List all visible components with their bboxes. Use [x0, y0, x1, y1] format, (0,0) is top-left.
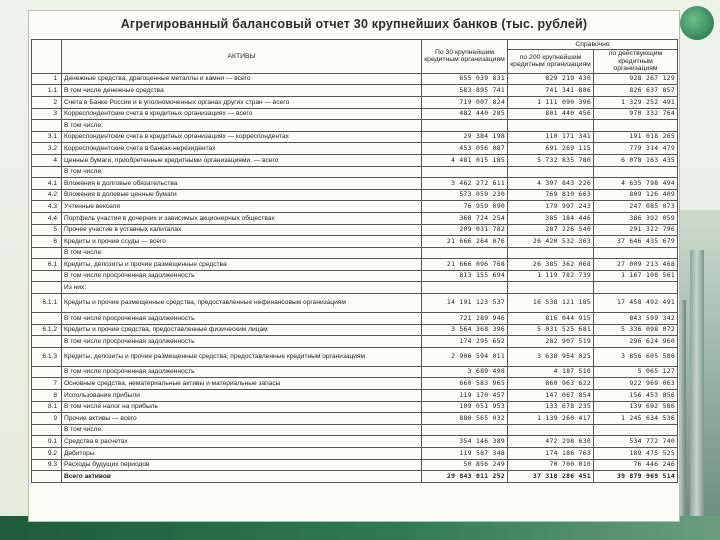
row-number: 6.1.2 [32, 324, 62, 336]
table-row [32, 96, 678, 108]
value-top30: 813 155 694 [422, 270, 508, 282]
value-top200: 133 678 235 [508, 401, 594, 413]
value-active: 17 458 492 491 [594, 294, 678, 313]
header-number [32, 40, 62, 74]
row-number: 9.2 [32, 448, 62, 460]
row-number: 6.1 [32, 259, 62, 271]
value-top30: 209 031 782 [422, 224, 508, 236]
value-active: 4 635 798 494 [594, 178, 678, 190]
table-row [32, 189, 678, 201]
value-top200: 385 184 446 [508, 212, 594, 224]
value-top200: 3 638 954 025 [508, 347, 594, 366]
value-top30 [422, 282, 508, 294]
row-number: 5 [32, 224, 62, 236]
value-top30: 3 689 498 [422, 366, 508, 378]
value-active: 247 085 073 [594, 201, 678, 213]
value-top200 [508, 247, 594, 259]
value-top200: 829 219 430 [508, 73, 594, 85]
value-active: 139 692 586 [594, 401, 678, 413]
row-label: Кредиты и прочие размещенные средства, предоставленные нефинансовым организациям [62, 294, 422, 313]
value-top200: 1 111 090 396 [508, 96, 594, 108]
row-number: 6.1.1 [32, 294, 62, 313]
row-number [32, 471, 62, 483]
row-number: 4.1 [32, 178, 62, 190]
value-top30: 3 462 272 611 [422, 178, 508, 190]
row-label: Средства в расчетах [62, 436, 422, 448]
table-row [32, 178, 678, 190]
table-header-row [32, 40, 678, 50]
row-number: 8 [32, 390, 62, 402]
row-label: Расходы будущих периодов [62, 459, 422, 471]
value-active: 928 267 129 [594, 73, 678, 85]
row-number [32, 313, 62, 325]
table-row [32, 120, 678, 132]
page-title: Агрегированный балансовый отчет 30 крупнейших банков (тыс. рублей) [120, 17, 588, 31]
value-active: 826 637 857 [594, 85, 678, 97]
row-label: В том числе налог на прибыль [62, 401, 422, 413]
row-number [32, 424, 62, 436]
value-top200: 801 440 456 [508, 108, 594, 120]
value-active: 3 856 605 580 [594, 347, 678, 366]
row-number: 4.3 [32, 201, 62, 213]
value-active: 189 475 525 [594, 448, 678, 460]
value-top200: 5 732 835 780 [508, 154, 594, 166]
value-top200: 472 298 630 [508, 436, 594, 448]
table-row [32, 212, 678, 224]
table-row [32, 294, 678, 313]
row-number: 1 [32, 73, 62, 85]
table-row [32, 459, 678, 471]
row-label: Кредиты и прочие ссуды — всего [62, 236, 422, 248]
row-number: 9.1 [32, 436, 62, 448]
value-top30: 29 384 198 [422, 131, 508, 143]
value-top30: 453 056 087 [422, 143, 508, 155]
value-top200: 691 269 115 [508, 143, 594, 155]
table-row [32, 108, 678, 120]
table-row [32, 336, 678, 348]
value-top200: 174 186 763 [508, 448, 594, 460]
value-active [594, 120, 678, 132]
value-active [594, 424, 678, 436]
row-number: 9.3 [32, 459, 62, 471]
value-active [594, 247, 678, 259]
table-row [32, 166, 678, 178]
row-label: Вложения в долговые обязательства [62, 178, 422, 190]
row-label: Дебиторы [62, 448, 422, 460]
table-row [32, 224, 678, 236]
table-row [32, 448, 678, 460]
row-label: Кредиты, депозиты и прочие размещенные средства [62, 259, 422, 271]
value-top30: 2 906 594 011 [422, 347, 508, 366]
row-number: 8.1 [32, 401, 62, 413]
value-active: 291 322 796 [594, 224, 678, 236]
value-active: 37 646 435 679 [594, 236, 678, 248]
value-active: 27 009 213 468 [594, 259, 678, 271]
row-label: В том числе: [62, 120, 422, 132]
value-top30 [422, 424, 508, 436]
header-top30: По 30 крупнейшим кредитным организациям [422, 40, 508, 74]
value-active: 191 018 265 [594, 131, 678, 143]
row-label: Ценные бумаги, приобретенные кредитными организациями, — всего [62, 154, 422, 166]
value-top30: 655 039 831 [422, 73, 508, 85]
row-number: 3.1 [32, 131, 62, 143]
value-active [594, 282, 678, 294]
row-label: Кредиты и прочие средства, предоставленные физическим лицам [62, 324, 422, 336]
row-number [32, 336, 62, 348]
value-top200: 282 907 519 [508, 336, 594, 348]
value-top200: 5 031 525 681 [508, 324, 594, 336]
row-number: 3.2 [32, 143, 62, 155]
value-top30: 76 959 090 [422, 201, 508, 213]
row-number [32, 366, 62, 378]
row-label: В том числе денежные средства [62, 85, 422, 97]
row-label: Корреспондентские счета в кредитных организациях — всего [62, 108, 422, 120]
value-active: 1 245 634 536 [594, 413, 678, 425]
row-number [32, 270, 62, 282]
value-top30: 3 564 368 396 [422, 324, 508, 336]
row-label: В том числе просроченная задолженность [62, 313, 422, 325]
value-active: 1 167 108 561 [594, 270, 678, 282]
table-row [32, 282, 678, 294]
table-row [32, 401, 678, 413]
table-row [32, 378, 678, 390]
value-active: 76 446 246 [594, 459, 678, 471]
value-top200: 110 171 341 [508, 131, 594, 143]
row-label: В том числе просроченная задолженность [62, 270, 422, 282]
value-active: 39 879 969 514 [594, 471, 678, 483]
table-row [32, 471, 678, 483]
value-top200: 860 963 622 [508, 378, 594, 390]
value-top200 [508, 166, 594, 178]
table-body [32, 73, 678, 482]
value-top30: 50 856 249 [422, 459, 508, 471]
row-number: 4.2 [32, 189, 62, 201]
row-label: Основные средства, нематериальные активы и материальные запасы [62, 378, 422, 390]
row-label: Использование прибыли [62, 390, 422, 402]
value-top30: 119 170 457 [422, 390, 508, 402]
row-number [32, 166, 62, 178]
row-label: В том числе: [62, 166, 422, 178]
table-row [32, 390, 678, 402]
value-active: 156 453 856 [594, 390, 678, 402]
row-label: Всего активов [62, 471, 422, 483]
value-active: 1 329 252 491 [594, 96, 678, 108]
balance-table [31, 39, 678, 483]
table-row [32, 424, 678, 436]
header-reference: Справочно [508, 40, 678, 50]
value-top200: 26 420 532 363 [508, 236, 594, 248]
row-label: Кредиты, депозиты и прочие размещенные средства, предоставленные кредитным организациям [62, 347, 422, 366]
value-active: 970 332 764 [594, 108, 678, 120]
table-row [32, 131, 678, 143]
value-top30: 21 666 264 076 [422, 236, 508, 248]
table-row [32, 270, 678, 282]
row-label: Вложения в долевые ценные бумаги [62, 189, 422, 201]
value-top200: 37 318 286 451 [508, 471, 594, 483]
row-label: Счета в Банке России и в уполномоченных органах других стран — всего [62, 96, 422, 108]
row-number: 4 [32, 154, 62, 166]
value-active: 6 078 163 435 [594, 154, 678, 166]
table-row [32, 347, 678, 366]
row-number: 9 [32, 413, 62, 425]
value-top30: 109 051 953 [422, 401, 508, 413]
value-active: 386 392 059 [594, 212, 678, 224]
value-top200: 16 538 121 185 [508, 294, 594, 313]
value-top30: 583 895 741 [422, 85, 508, 97]
value-top200: 1 139 260 417 [508, 413, 594, 425]
value-top200 [508, 424, 594, 436]
row-label: Прочее участие в уставных капиталах [62, 224, 422, 236]
decorative-tower-shape [690, 250, 704, 516]
value-top200: 4 397 843 226 [508, 178, 594, 190]
value-top30: 29 843 011 252 [422, 471, 508, 483]
value-top200: 816 044 915 [508, 313, 594, 325]
row-label: Прочие активы — всего [62, 413, 422, 425]
table-row [32, 366, 678, 378]
row-number: 3 [32, 108, 62, 120]
value-top200: 1 119 782 739 [508, 270, 594, 282]
table-row [32, 154, 678, 166]
value-top200: 179 997 243 [508, 201, 594, 213]
header-active: по действующим кредитным организациям [594, 50, 678, 74]
value-top30: 368 724 254 [422, 212, 508, 224]
row-number: 7 [32, 378, 62, 390]
row-number: 4.4 [32, 212, 62, 224]
value-top200: 4 187 510 [508, 366, 594, 378]
value-top200: 147 067 854 [508, 390, 594, 402]
row-label: В том числе просроченная задолженность [62, 366, 422, 378]
value-active: 296 624 960 [594, 336, 678, 348]
table-row [32, 73, 678, 85]
value-top200: 769 810 663 [508, 189, 594, 201]
row-number: 2 [32, 96, 62, 108]
value-top30 [422, 247, 508, 259]
value-top30: 4 481 015 185 [422, 154, 508, 166]
value-top30: 21 666 096 768 [422, 259, 508, 271]
value-active: 534 772 740 [594, 436, 678, 448]
value-top30: 354 146 389 [422, 436, 508, 448]
header-assets: АКТИВЫ [62, 40, 422, 74]
value-top200: 70 700 010 [508, 459, 594, 471]
value-active [594, 166, 678, 178]
value-top30: 573 059 230 [422, 189, 508, 201]
row-label: Из них: [62, 282, 422, 294]
value-top30: 14 191 123 537 [422, 294, 508, 313]
value-top200: 26 385 362 068 [508, 259, 594, 271]
value-top200: 741 341 886 [508, 85, 594, 97]
value-top200: 287 226 540 [508, 224, 594, 236]
table-row [32, 143, 678, 155]
table-row [32, 201, 678, 213]
table-row [32, 259, 678, 271]
value-active: 779 314 479 [594, 143, 678, 155]
row-number: 6.1.3 [32, 347, 62, 366]
value-top30: 880 565 032 [422, 413, 508, 425]
value-active: 809 126 409 [594, 189, 678, 201]
row-number [32, 120, 62, 132]
value-top30: 660 583 965 [422, 378, 508, 390]
value-active: 843 599 342 [594, 313, 678, 325]
table-row [32, 85, 678, 97]
value-top30 [422, 166, 508, 178]
row-label: Корреспондентские счета в банках-нерезидентах [62, 143, 422, 155]
row-label: Денежные средства, драгоценные металлы и камни — всего [62, 73, 422, 85]
value-top30: 721 289 946 [422, 313, 508, 325]
value-top30: 719 007 824 [422, 96, 508, 108]
table-row [32, 436, 678, 448]
value-top30 [422, 120, 508, 132]
value-top30: 174 295 652 [422, 336, 508, 348]
table-row [32, 313, 678, 325]
row-label: В том числе: [62, 424, 422, 436]
logo-icon [680, 6, 714, 40]
row-label: В том числе: [62, 247, 422, 259]
value-top30: 482 440 285 [422, 108, 508, 120]
table-row [32, 236, 678, 248]
balance-report-document [28, 10, 680, 522]
row-label: В том числе просроченная задолженность [62, 336, 422, 348]
row-number [32, 247, 62, 259]
row-number: 1.1 [32, 85, 62, 97]
value-active: 5 065 127 [594, 366, 678, 378]
value-top30: 119 587 348 [422, 448, 508, 460]
value-active: 5 336 098 072 [594, 324, 678, 336]
table-row [32, 413, 678, 425]
row-label: Корреспондентские счета в кредитных организациях — корреспондентах [62, 131, 422, 143]
row-number: 6 [32, 236, 62, 248]
row-label: Учтенные векселя [62, 201, 422, 213]
value-top200 [508, 120, 594, 132]
value-active: 922 969 063 [594, 378, 678, 390]
row-number [32, 282, 62, 294]
header-top200: по 200 крупнейшим кредитным организациям [508, 50, 594, 74]
table-row [32, 324, 678, 336]
value-top200 [508, 282, 594, 294]
table-row [32, 247, 678, 259]
row-label: Портфель участия в дочерних и зависимых акционерных обществах [62, 212, 422, 224]
